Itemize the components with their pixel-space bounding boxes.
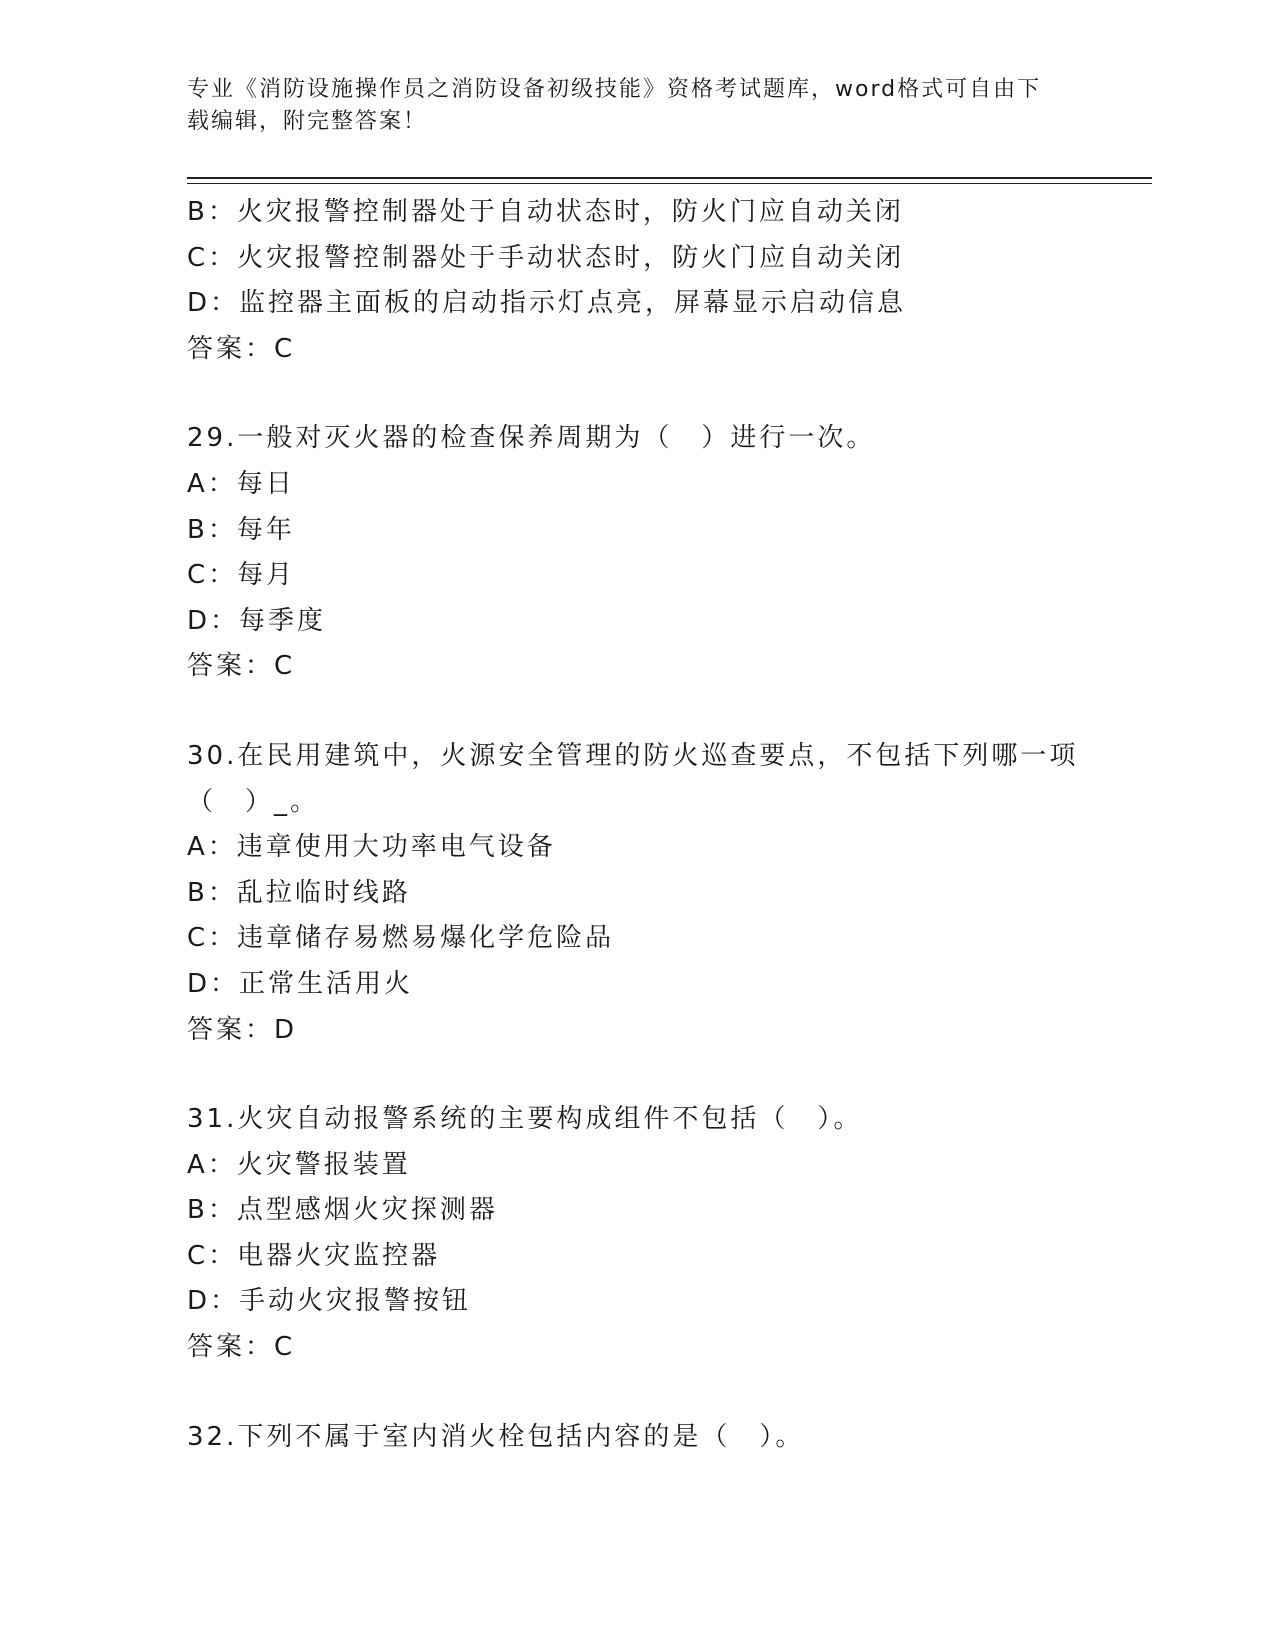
option-d: D：每季度 bbox=[187, 605, 327, 636]
question-32 bbox=[187, 1415, 1087, 1461]
previous-question-tail bbox=[187, 190, 1087, 372]
question-stem: 31.火灾自动报警系统的主要构成组件不包括（ ）。 bbox=[187, 1104, 863, 1135]
document-header bbox=[187, 74, 1087, 138]
answer: 答案：C bbox=[187, 651, 296, 682]
option-a: A：每日 bbox=[187, 468, 295, 499]
option-c: C：电器火灾监控器 bbox=[187, 1240, 441, 1271]
option-d: D：正常生活用火 bbox=[187, 968, 414, 999]
header-divider-thin bbox=[187, 183, 1152, 184]
option-a: A：违章使用大功率电气设备 bbox=[187, 832, 556, 863]
question-stem: 29.一般对灭火器的检查保养周期为（ ）进行一次。 bbox=[187, 423, 876, 454]
header-line-1: 专业《消防设施操作员之消防设备初级技能》资格考试题库，word格式可自由下 bbox=[187, 77, 1042, 102]
option-b: B：乱拉临时线路 bbox=[187, 877, 411, 908]
question-stem-continued: （ ）_。 bbox=[187, 786, 320, 817]
question-29 bbox=[187, 416, 1087, 690]
question-stem: 32.下列不属于室内消火栓包括内容的是（ ）。 bbox=[187, 1421, 805, 1452]
option-b: B：火灾报警控制器处于自动状态时，防火门应自动关闭 bbox=[187, 197, 904, 227]
header-divider bbox=[187, 177, 1152, 179]
option-b: B：点型感烟火灾探测器 bbox=[187, 1195, 498, 1226]
option-d: D：监控器主面板的启动指示灯点亮，屏幕显示启动信息 bbox=[187, 288, 907, 319]
option-b: B：每年 bbox=[187, 514, 295, 545]
answer: 答案：D bbox=[187, 1014, 298, 1045]
question-stem: 30.在民用建筑中，火源安全管理的防火巡查要点，不包括下列哪一项 bbox=[187, 740, 1079, 771]
question-30 bbox=[187, 734, 1087, 1053]
option-d: D：手动火灾报警按钮 bbox=[187, 1286, 472, 1317]
answer: 答案：C bbox=[187, 1332, 296, 1363]
question-31 bbox=[187, 1097, 1087, 1371]
answer: 答案：C bbox=[187, 333, 296, 364]
header-line-2: 载编辑，附完整答案！ bbox=[187, 109, 428, 134]
option-c: C：违章储存易燃易爆化学危险品 bbox=[187, 923, 615, 954]
option-c: C：每月 bbox=[187, 560, 296, 591]
option-c: C：火灾报警控制器处于手动状态时，防火门应自动关闭 bbox=[187, 242, 905, 273]
option-a: A：火灾警报装置 bbox=[187, 1149, 411, 1180]
question-list bbox=[187, 190, 1087, 1460]
